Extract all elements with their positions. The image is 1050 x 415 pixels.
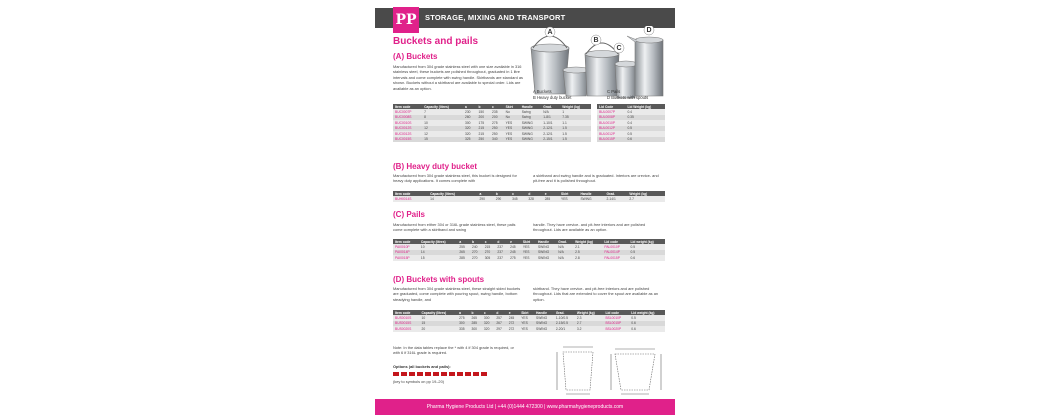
option-symbol-icon	[401, 372, 407, 376]
table-cell: SWING	[536, 244, 556, 250]
table-cell: 0.5	[625, 131, 665, 137]
table-cell: 1.1	[560, 120, 591, 126]
column-header: e	[543, 191, 559, 196]
table-cell: BUC0012S	[393, 131, 422, 137]
table-cell: 297	[494, 326, 506, 332]
buckets-table	[393, 104, 665, 142]
table-cell: 7.35	[560, 115, 591, 121]
option-symbol-icon	[465, 372, 471, 376]
column-header: Grad.	[554, 310, 575, 315]
column-header: Handle	[534, 310, 554, 315]
label-a: A	[547, 29, 553, 36]
table-cell: 320	[482, 326, 494, 332]
column-header: Handle	[520, 104, 542, 109]
table-cell: Swing	[520, 109, 542, 115]
table-cell: N/A	[556, 244, 573, 250]
option-symbol-icon	[409, 372, 415, 376]
table-cell: BUS0010S	[393, 315, 420, 321]
option-symbol-icon	[449, 372, 455, 376]
table-cell: 250	[490, 131, 504, 137]
table-cell: 2-15/0.5	[554, 321, 575, 327]
buckets-with-spouts-table	[393, 310, 665, 332]
table-cell: 340	[490, 137, 504, 143]
table-cell: 14	[428, 196, 477, 202]
grade-note: Note: In the data tables replace the * with 4 if 304 grade is required, or with 6 if 316L grade is required.	[393, 345, 514, 356]
table-cell: YES	[521, 244, 536, 250]
table-cell: 10	[420, 315, 458, 321]
column-header: Lid weight (kg)	[629, 310, 665, 315]
brand-logo: PP	[393, 7, 419, 33]
table-cell: 285	[457, 255, 470, 261]
column-header: Capacity (litres)	[428, 191, 477, 196]
column-header: Grad.	[556, 239, 573, 244]
caption-d: D Buckets with spouts	[607, 95, 649, 100]
column-header: b	[470, 239, 483, 244]
table-cell: 345	[510, 196, 526, 202]
table-cell: YES	[519, 315, 534, 321]
table-cell: 15	[420, 321, 458, 327]
table-cell: YES	[504, 120, 520, 126]
column-header: Weight (kg)	[575, 310, 604, 315]
table-cell: 2-14/1	[604, 196, 627, 202]
table-cell: BUC0012S	[393, 126, 422, 132]
section-c-text-1: Manufactured from either 304 or 316L grade stainless steel, these pails come complete with a skirtband and swing	[393, 222, 516, 233]
table-cell: 2-12/1	[541, 126, 560, 132]
table-cell: YES	[504, 131, 520, 137]
table-cell: 2.8	[573, 255, 602, 261]
table-cell: 300	[457, 321, 469, 327]
column-header: c	[490, 104, 504, 109]
column-header: b	[477, 104, 491, 109]
column-header: a	[477, 191, 493, 196]
option-symbol-icon	[481, 372, 487, 376]
table-cell: BUL0010P	[597, 120, 625, 126]
column-header: Capacity (litres)	[420, 310, 458, 315]
table-cell: 265	[470, 315, 482, 321]
table-cell: 215	[477, 126, 491, 132]
table-cell: 260	[463, 115, 477, 121]
table-cell: 7	[422, 109, 463, 115]
table-cell: 245	[508, 250, 521, 256]
caption-a: A Buckets	[533, 89, 552, 94]
table-cell: Swing	[520, 115, 542, 121]
table-cell: SWING	[520, 126, 542, 132]
table-cell: 175	[477, 120, 491, 126]
label-d: D	[646, 27, 652, 34]
section-b-title: (B) Heavy duty bucket	[393, 162, 478, 171]
column-header: Lid code	[603, 310, 629, 315]
table-cell: PAI0010P	[393, 244, 419, 250]
label-b: B	[593, 37, 599, 44]
table-cell: BSL0015P	[603, 321, 629, 327]
table-cell: 2.3	[575, 315, 604, 321]
catalog-page	[375, 0, 675, 415]
table-cell: 272	[507, 321, 519, 327]
table-cell: 300	[463, 120, 477, 126]
table-cell: 2-15/1	[541, 137, 560, 143]
table-cell: BUC0007P	[393, 109, 422, 115]
bucket-a-icon	[531, 36, 569, 94]
table-cell: 2-12/1	[541, 131, 560, 137]
column-header: Item code	[393, 310, 420, 315]
table-cell: N/A	[556, 250, 573, 256]
column-header: d	[526, 191, 542, 196]
table-cell: N/A	[556, 255, 573, 261]
column-header: Lid Weight (kg)	[625, 104, 665, 109]
table-cell: 275	[457, 315, 469, 321]
table-cell: 2.1	[573, 244, 602, 250]
table-cell: 2.7	[627, 196, 665, 202]
table-cell: SWING	[520, 137, 542, 143]
column-header: Skirt	[559, 191, 578, 196]
table-cell: 0.6	[625, 137, 665, 143]
table-cell: 320	[463, 131, 477, 137]
section-c-title: (C) Pails	[393, 210, 426, 219]
table-cell: 3.2	[575, 326, 604, 332]
header-bar	[375, 8, 675, 28]
table-cell: 0.5	[628, 250, 665, 256]
table-cell: 1-8/1	[541, 115, 560, 121]
table-cell: 305	[483, 255, 496, 261]
table-cell: YES	[519, 321, 534, 327]
column-header: Lid code	[602, 239, 628, 244]
column-header: Handle	[578, 191, 604, 196]
option-symbol-icon	[425, 372, 431, 376]
section-b-text-2: a skirtband and swing handle and is graduated. Interiors are crevice- and pit-free and it is polished throughout.	[533, 173, 659, 184]
table-cell: 20	[420, 326, 458, 332]
section-d-title: (D) Buckets with spouts	[393, 275, 485, 284]
table-cell: PAL0015P	[602, 255, 628, 261]
option-symbol-icon	[441, 372, 447, 376]
section-a-title: (A) Buckets	[393, 52, 438, 61]
table-cell: 245	[508, 244, 521, 250]
column-header: e	[508, 239, 521, 244]
column-header: Lid Code	[597, 104, 625, 109]
bucket-dimension-diagram-icon	[557, 347, 593, 394]
table-cell: 275	[490, 120, 504, 126]
table-cell: BUL0008P	[597, 115, 625, 121]
column-header: d	[495, 239, 508, 244]
footer-bar: Pharma Hygiene Products Ltd | +44 (0)1444 472300 | www.pharmahygieneproducts.com	[375, 399, 675, 415]
table-cell: 290	[477, 196, 493, 202]
column-header: c	[483, 239, 496, 244]
table-cell: 270	[483, 250, 496, 256]
table-cell: 0.6	[629, 321, 665, 327]
column-header: a	[457, 239, 470, 244]
table-cell: YES	[519, 326, 534, 332]
table-cell: 285	[470, 321, 482, 327]
column-header: Weight (kg)	[627, 191, 665, 196]
table-cell: 245	[507, 315, 519, 321]
table-cell: 250	[490, 126, 504, 132]
table-cell: 1-10/1	[541, 120, 560, 126]
table-cell: BUL0012P	[597, 131, 625, 137]
table-cell: 0.5	[629, 315, 665, 321]
table-cell: 285	[543, 196, 559, 202]
column-header: Grad.	[541, 104, 560, 109]
table-cell: 10	[419, 244, 457, 250]
table-cell: 300	[470, 326, 482, 332]
table-cell: 237	[495, 244, 508, 250]
table-row	[393, 255, 665, 261]
table-cell: YES	[504, 126, 520, 132]
table-cell: 200	[490, 115, 504, 121]
table-cell: 0.35	[625, 115, 665, 121]
option-symbol-icon	[393, 372, 399, 376]
dimension-diagrams	[545, 344, 670, 396]
column-header: Weight (kg)	[573, 239, 602, 244]
table-cell: 267	[494, 321, 506, 327]
table-cell: 290	[494, 196, 510, 202]
column-header: c	[510, 191, 526, 196]
table-cell: 10	[422, 120, 463, 126]
table-cell: No	[504, 115, 520, 121]
table-row	[393, 326, 665, 332]
table-cell: BSL0010P	[603, 315, 629, 321]
table-cell: BUL0015P	[597, 137, 625, 143]
column-header: Skirt	[504, 104, 520, 109]
heavy-duty-bucket-table	[393, 191, 665, 202]
table-cell: 300	[482, 315, 494, 321]
column-header: Skirt	[521, 239, 536, 244]
caption-b: B Heavy duty bucket	[533, 95, 572, 100]
table-cell: YES	[521, 255, 536, 261]
table-cell: 2-20/1	[554, 326, 575, 332]
table-cell: 0.6	[628, 255, 665, 261]
section-d-text-2: skirtband. They have crevice- and pit-free interiors and are polished throughout. Lids that are extended to cover the spout are available as an option.	[533, 286, 659, 302]
column-header: a	[463, 104, 477, 109]
table-cell: 265	[457, 250, 470, 256]
section-a-text: Manufactured from 304 grade stainless steel with one size available in 316 stainless steel, these buckets are polished throughout, graduated in 1 litre intervals and come complete with swing handle. Skirtbands are standard as shown. Buckets without a skirtband are available to special order. Lids are available as an option.	[393, 64, 523, 91]
table-cell: 270	[470, 255, 483, 261]
table-cell: SWING	[536, 255, 556, 261]
table-cell: 335	[457, 326, 469, 332]
column-header: Capacity (litres)	[422, 104, 463, 109]
table-cell: N/A	[541, 109, 560, 115]
option-symbol-icon	[473, 372, 479, 376]
table-cell: PAI0015P	[393, 255, 419, 261]
table-cell: 1.5	[560, 126, 591, 132]
table-cell: SWING	[520, 131, 542, 137]
table-cell: PAL0014P	[602, 250, 628, 256]
label-c: C	[616, 45, 622, 52]
table-cell: 14	[419, 250, 457, 256]
table-cell: SWING	[578, 196, 604, 202]
table-cell: 15	[422, 137, 463, 143]
table-cell: BUS0020S	[393, 326, 420, 332]
option-symbol-icon	[417, 372, 423, 376]
table-cell: SWING	[536, 250, 556, 256]
table-cell: SWING	[534, 321, 554, 327]
table-cell: 1.5	[560, 131, 591, 137]
table-cell: BUC0015S	[393, 137, 422, 143]
table-cell: 1.5	[560, 137, 591, 143]
section-d-text-1: Manufactured from 304 grade stainless steel, these straight sided buckets are graduated, come complete with pouring spout, swing handle, bottom steadying handle, and	[393, 286, 521, 302]
table-cell: 320	[482, 321, 494, 327]
table-cell: YES	[559, 196, 578, 202]
option-symbols	[393, 372, 487, 376]
table-cell: BUL0007P	[597, 109, 625, 115]
table-cell: BUH0014S	[393, 196, 428, 202]
column-header: a	[457, 310, 469, 315]
column-header: d	[494, 310, 506, 315]
page-title: Buckets and pails	[393, 36, 479, 47]
buckets-product-photo	[523, 26, 673, 116]
table-cell: 0.5	[625, 126, 665, 132]
table-cell: 240	[470, 244, 483, 250]
table-cell: 235	[490, 109, 504, 115]
table-cell: BUC0008S	[393, 115, 422, 121]
table-cell: 325	[463, 137, 477, 143]
table-cell: 1-10/0.5	[554, 315, 575, 321]
table-cell: YES	[504, 137, 520, 143]
header-title: STORAGE, MIXING AND TRANSPORT	[425, 13, 566, 22]
options-title: Options (all buckets and pails):	[393, 364, 451, 369]
pails-table	[393, 239, 665, 261]
column-header: c	[482, 310, 494, 315]
options-key: (key to symbols on pp 19–20)	[393, 379, 445, 384]
table-cell: 8	[422, 115, 463, 121]
table-cell: SWING	[534, 326, 554, 332]
table-cell: 270	[470, 250, 483, 256]
table-row	[393, 137, 665, 143]
table-cell: 1	[560, 109, 591, 115]
column-header: Item code	[393, 239, 419, 244]
table-cell: 0.4	[625, 109, 665, 115]
table-cell: BUS0015S	[393, 321, 420, 327]
table-cell: SWING	[534, 315, 554, 321]
table-cell: PAL0010P	[602, 244, 628, 250]
column-header: Grad.	[604, 191, 627, 196]
column-header: Lid weight (kg)	[628, 239, 665, 244]
table-cell: 230	[463, 109, 477, 115]
table-cell: 0.6	[629, 326, 665, 332]
table-cell: 12	[422, 126, 463, 132]
table-cell: 2.5	[573, 250, 602, 256]
option-symbol-icon	[457, 372, 463, 376]
table-cell: 328	[526, 196, 542, 202]
table-row	[393, 196, 665, 202]
pail-c-icon	[563, 67, 589, 96]
option-symbol-icon	[433, 372, 439, 376]
column-header: Capacity (litres)	[419, 239, 457, 244]
column-header: Skirt	[519, 310, 534, 315]
table-cell: 250	[477, 137, 491, 143]
table-cell: 320	[463, 126, 477, 132]
table-cell: 15	[419, 255, 457, 261]
pail-dimension-diagram-icon	[611, 349, 661, 394]
table-cell: 272	[507, 326, 519, 332]
table-cell: 237	[495, 255, 508, 261]
table-cell: 2.7	[575, 321, 604, 327]
table-cell: 215	[483, 244, 496, 250]
column-header: Item code	[393, 104, 422, 109]
table-cell: 150	[477, 109, 491, 115]
table-cell: No	[504, 109, 520, 115]
column-header: e	[507, 310, 519, 315]
table-cell: BSL0020P	[603, 326, 629, 332]
table-cell: BUC0010S	[393, 120, 422, 126]
table-cell: YES	[521, 250, 536, 256]
table-cell: 215	[477, 131, 491, 137]
table-cell: 257	[494, 315, 506, 321]
section-c-text-2: handle. They have crevice- and pit-free interiors and are polished throughout. Lids are available as an option.	[533, 222, 646, 233]
table-cell: SWING	[520, 120, 542, 126]
column-header: Weight (kg)	[560, 104, 591, 109]
column-header: Item code	[393, 191, 428, 196]
table-cell: 275	[508, 255, 521, 261]
table-cell: 237	[495, 250, 508, 256]
column-header: b	[494, 191, 510, 196]
table-cell: 200	[477, 115, 491, 121]
table-cell: 255	[457, 244, 470, 250]
table-cell: 0.4	[625, 120, 665, 126]
column-header: Handle	[536, 239, 556, 244]
caption-c: C Pails	[607, 89, 621, 94]
table-cell: BUL0012P	[597, 126, 625, 132]
table-cell: 12	[422, 131, 463, 137]
table-cell: 0.5	[628, 244, 665, 250]
table-cell: PAI0014P	[393, 250, 419, 256]
section-b-text-1: Manufactured from 304 grade stainless steel, this bucket is designed for heavy duty applications. It comes complete with	[393, 173, 517, 184]
column-header: b	[470, 310, 482, 315]
